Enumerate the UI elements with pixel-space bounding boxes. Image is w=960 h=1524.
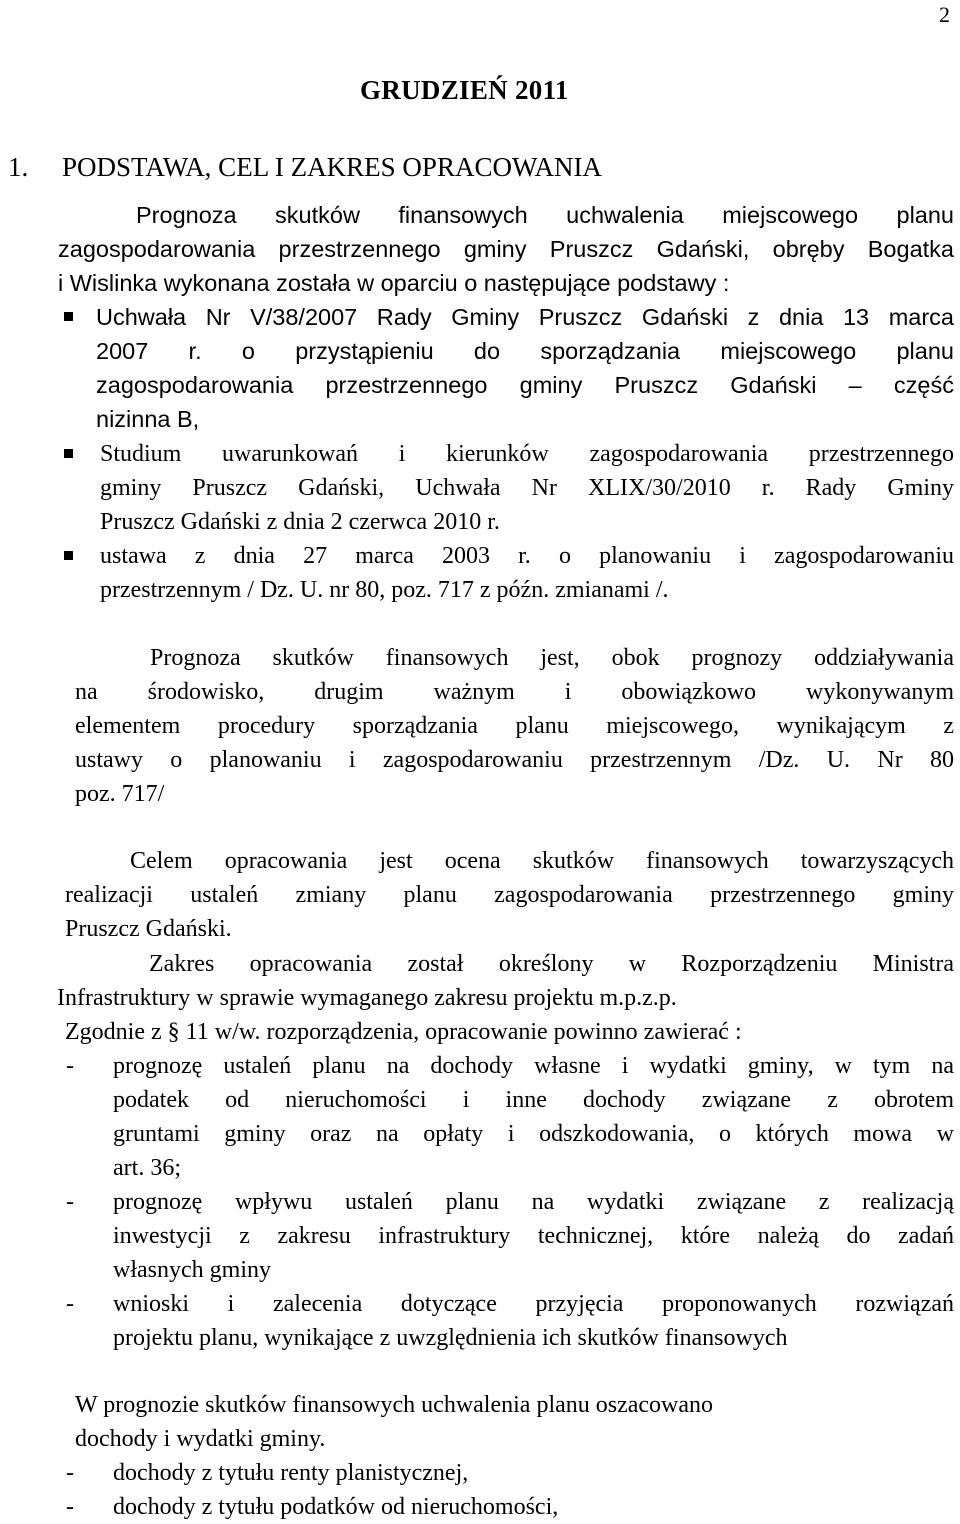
dash-bullet: - xyxy=(66,1189,74,1215)
square-bullet-icon xyxy=(64,312,73,321)
list-item-line: inwestycji z zakresu infrastruktury technicznej, które należą do zadań xyxy=(113,1223,954,1249)
list-item-line: gminy Pruszcz Gdański, Uchwała Nr XLIX/30/2010 r. Rady Gminy xyxy=(100,475,954,501)
list-item-line: prognozę ustaleń planu na dochody własne i wydatki gminy, w tym na xyxy=(113,1053,954,1079)
section-title: PODSTAWA, CEL I ZAKRES OPRACOWANIA xyxy=(62,152,602,182)
list-item-line: podatek od nieruchomości i inne dochody związane z obrotem xyxy=(113,1087,954,1113)
paragraph-line: poz. 717/ xyxy=(75,781,165,807)
list-item-line: art. 36; xyxy=(113,1155,181,1181)
list-item-line: Uchwała Nr V/38/2007 Rady Gminy Pruszcz Gdański z dnia 13 marca xyxy=(96,304,954,330)
dash-bullet: - xyxy=(66,1460,74,1486)
income-list xyxy=(66,1456,954,1524)
list-item-line: gruntami gminy oraz na opłaty i odszkodowania, o których mowa w xyxy=(113,1121,954,1147)
scope-intro: Zgodnie z § 11 w/w. rozporządzenia, opracowanie powinno zawierać : xyxy=(65,1019,742,1045)
dash-bullet: - xyxy=(66,1291,74,1317)
paragraph-line: Prognoza skutków finansowych jest, obok prognozy oddziaływania xyxy=(150,645,954,671)
paragraph-line: dochody i wydatki gminy. xyxy=(75,1426,326,1452)
scope-list xyxy=(66,1049,954,1355)
closing-paragraph xyxy=(75,1388,954,1456)
paragraph-line: W prognozie skutków finansowych uchwalenia planu oszacowano xyxy=(75,1392,714,1418)
list-item xyxy=(58,300,954,436)
paragraph-line: Infrastruktury w sprawie wymaganego zakresu projektu m.p.z.p. xyxy=(57,985,677,1011)
list-item-line: nizinna B, xyxy=(96,406,200,432)
list-item-line: zagospodarowania przestrzennego gminy Pruszcz Gdański – część xyxy=(96,372,954,398)
square-bullet-icon xyxy=(64,449,73,458)
section-number: 1. xyxy=(8,152,29,182)
scope-paragraph xyxy=(57,947,954,1049)
paragraph-line: elementem procedury sporządzania planu miejscowego, wynikającym z xyxy=(75,713,954,739)
paragraph-line: Pruszcz Gdański. xyxy=(65,916,232,942)
list-item xyxy=(66,1185,954,1287)
dash-bullet: - xyxy=(66,1494,74,1520)
intro-line: i Wislinka wykonana została w oparciu o następujące podstawy : xyxy=(58,270,730,296)
list-item-line: Studium uwarunkowań i kierunków zagospodarowania przestrzennego xyxy=(100,441,954,467)
goal-paragraph xyxy=(65,844,954,946)
list-item-line: przestrzennym / Dz. U. nr 80, poz. 717 z późn. zmianami /. xyxy=(100,577,669,603)
forecast-paragraph xyxy=(75,641,954,811)
list-item-line: własnych gminy xyxy=(113,1257,271,1283)
list-item xyxy=(66,1049,954,1185)
basis-list-2 xyxy=(58,437,954,607)
dash-bullet: - xyxy=(66,1053,74,1079)
list-item-line: wnioski i zalecenia dotyczące przyjęcia proponowanych rozwiązań xyxy=(113,1291,954,1317)
list-item xyxy=(58,437,954,539)
basis-list xyxy=(58,300,954,436)
list-item-line: Pruszcz Gdański z dnia 2 czerwca 2010 r. xyxy=(100,509,500,535)
list-item xyxy=(58,539,954,607)
intro-paragraph xyxy=(58,198,954,300)
paragraph-line: realizacji ustaleń zmiany planu zagospodarowania przestrzennego gminy xyxy=(65,882,954,908)
list-item-line: ustawa z dnia 27 marca 2003 r. o planowaniu i zagospodarowaniu xyxy=(100,543,954,569)
list-item xyxy=(66,1456,954,1490)
paragraph-line: na środowisko, drugim ważnym i obowiązkowo wykonywanym xyxy=(75,679,954,705)
list-item-line: dochody z tytułu podatków od nieruchomości, xyxy=(113,1494,559,1520)
list-item-line: projektu planu, wynikające z uwzględnienia ich skutków finansowych xyxy=(113,1325,788,1351)
list-item-line: dochody z tytułu renty planistycznej, xyxy=(113,1460,469,1486)
paragraph-line: Celem opracowania jest ocena skutków finansowych towarzyszących xyxy=(130,848,954,874)
square-bullet-icon xyxy=(64,551,73,560)
date-heading: GRUDZIEŃ 2011 xyxy=(360,75,569,105)
intro-line: zagospodarowania przestrzennego gminy Pruszcz Gdański, obręby Bogatka xyxy=(58,236,954,262)
paragraph-line: ustawy o planowaniu i zagospodarowaniu przestrzennym /Dz. U. Nr 80 xyxy=(75,747,954,773)
paragraph-line: Zakres opracowania został określony w Rozporządzeniu Ministra xyxy=(149,951,954,977)
list-item xyxy=(66,1287,954,1355)
page-number: 2 xyxy=(939,2,950,27)
list-item xyxy=(66,1490,954,1524)
section-heading xyxy=(8,152,602,183)
list-item-line: prognozę wpływu ustaleń planu na wydatki związane z realizacją xyxy=(113,1189,954,1215)
intro-line: Prognoza skutków finansowych uchwalenia miejscowego planu xyxy=(136,202,954,228)
list-item-line: 2007 r. o przystąpieniu do sporządzania miejscowego planu xyxy=(96,338,954,364)
